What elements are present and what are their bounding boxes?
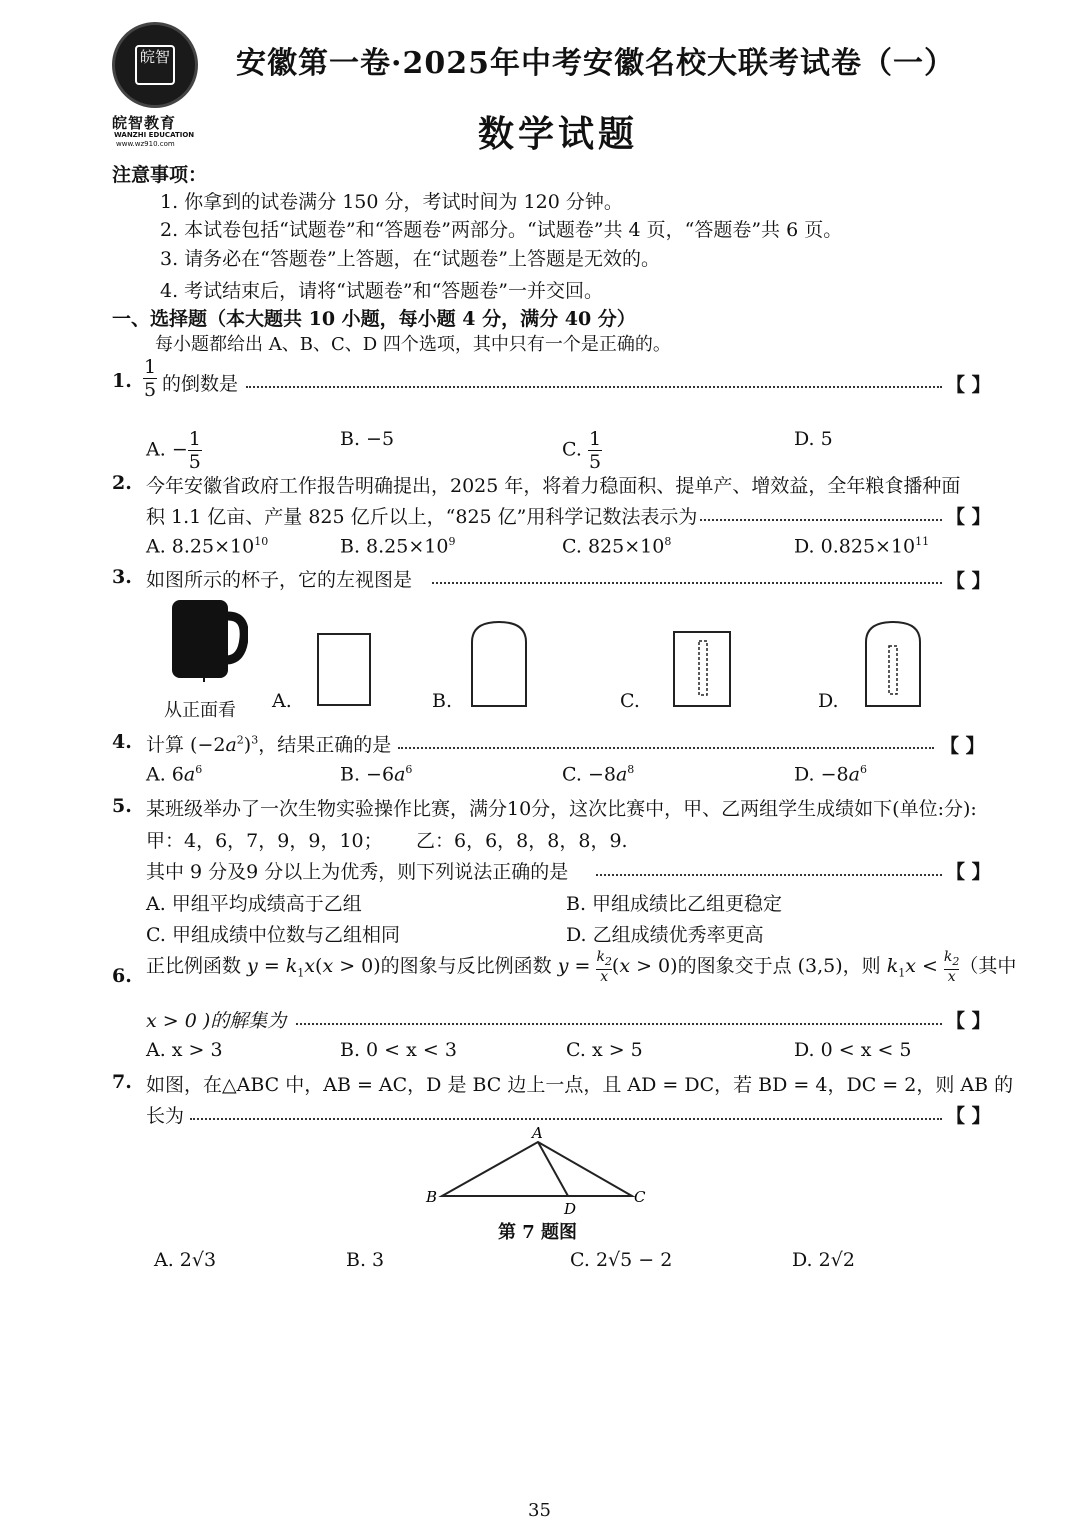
notice-heading: 注意事项： xyxy=(112,164,208,186)
q6-option-a: A. x > 3 xyxy=(146,1039,223,1061)
logo-mark: 皖智 xyxy=(135,45,175,85)
q4-text: 计算 $(-2a^2)^3$，结果正确的是 xyxy=(146,733,392,756)
q7-label-d: D xyxy=(564,1200,577,1216)
q5-answer-bracket: 【 】 xyxy=(946,861,991,883)
q1-number: 1. xyxy=(112,370,132,392)
q1-option-a: A. − $\frac{1}{5}$ xyxy=(146,428,201,473)
q7-label-c: C xyxy=(634,1188,646,1206)
q6-line1: 正比例函数 $y = k_1x(x > 0)$的图象与反比例函数 y = $\frac{k_2}{x}(x > 0)$的图象交于点 (3,5)，则 $k_1x$ < $\frac{k_2}{x}$（其中 xyxy=(146,949,1017,985)
q1-fraction: $\frac{1}{5}$ xyxy=(144,356,157,401)
q2-answer-bracket: 【 】 xyxy=(946,506,991,528)
q3-number: 3. xyxy=(112,566,132,588)
section-heading: 一、选择题（本大题共 10 小题，每小题 4 分，满分 40 分） xyxy=(112,308,636,330)
q6-option-d: D. 0 < x < 5 xyxy=(794,1039,912,1061)
q5-option-a: A. 甲组平均成绩高于乙组 xyxy=(146,893,362,915)
q7-label-a: A xyxy=(532,1124,543,1142)
logo-en: WANZHI EDUCATION xyxy=(114,131,195,139)
q4-option-b: B. $-6a^6$ xyxy=(340,763,413,786)
q1-option-d: D. 5 xyxy=(794,428,833,450)
notice-item-3: 3. 请务必在“答题卷”上答题，在“试题卷”上答题是无效的。 xyxy=(160,248,661,270)
q3-shape-a xyxy=(317,633,371,706)
q2-option-d: D. $0.825\times 10^{11}$ xyxy=(794,535,930,558)
q7-option-a: A. 2√3 xyxy=(154,1249,217,1271)
q3-option-a: A. xyxy=(272,690,292,712)
q3-shape-c xyxy=(673,631,731,707)
q4-option-d: D. $-8a^6$ xyxy=(794,763,867,786)
q3-text: 如图所示的杯子，它的左视图是 xyxy=(146,569,413,591)
q7-triangle-figure xyxy=(420,1122,660,1216)
page-title: 数学试题 xyxy=(478,113,639,155)
q3-option-b: B. xyxy=(432,690,453,712)
q5-line2a: 甲：4，6，7，9，9，10； xyxy=(146,830,383,852)
q1-text: 的倒数是 xyxy=(162,373,239,395)
q5-option-c: C. 甲组成绩中位数与乙组相同 xyxy=(146,924,400,946)
q3-answer-bracket: 【 】 xyxy=(946,570,991,592)
q7-line2: 长为 xyxy=(146,1105,185,1127)
q7-number: 7. xyxy=(112,1071,132,1093)
q1-answer-bracket: 【 】 xyxy=(946,374,991,396)
q5-line2b: 乙：6，6，8，8，8，9. xyxy=(416,830,628,852)
q3-shape-b xyxy=(470,620,528,708)
q3-option-d: D. xyxy=(818,690,839,712)
q4-answer-bracket: 【 】 xyxy=(940,735,985,757)
q2-option-c: C. $825\times 10^8$ xyxy=(562,535,672,558)
q1-option-b: B. −5 xyxy=(340,428,395,450)
cup-figure xyxy=(168,598,248,684)
q5-line1: 某班级举办了一次生物实验操作比赛，满分10分，这次比赛中，甲、乙两组学生成绩如下(单位:分): xyxy=(146,798,977,820)
q7-answer-bracket: 【 】 xyxy=(946,1105,991,1127)
q4-option-a: A. $6a^6$ xyxy=(146,763,203,786)
q2-option-a: A. $8.25\times 10^{10}$ xyxy=(146,535,269,558)
q1-option-c: C. $\frac{1}{5}$ xyxy=(562,428,602,473)
q6-line2: x > 0 )的解集为 xyxy=(146,1010,287,1032)
section-desc: 每小题都给出 A、B、C、D 四个选项，其中只有一个是正确的。 xyxy=(155,334,671,355)
q2-number: 2. xyxy=(112,472,132,494)
q5-option-d: D. 乙组成绩优秀率更高 xyxy=(566,924,764,946)
q7-option-d: D. 2√2 xyxy=(792,1249,855,1271)
q7-caption: 第 7 题图 xyxy=(498,1222,578,1243)
logo-url: www.wz910.com xyxy=(116,140,175,148)
q5-number: 5. xyxy=(112,795,132,817)
q5-option-b: B. 甲组成绩比乙组更稳定 xyxy=(566,893,783,915)
notice-item-4: 4. 考试结束后，请将“试题卷”和“答题卷”一并交回。 xyxy=(160,280,604,302)
q3-caption: 从正面看 xyxy=(164,700,236,721)
q5-line3: 其中 9 分及9 分以上为优秀，则下列说法正确的是 xyxy=(146,861,569,883)
q2-option-b: B. $8.25\times 10^9$ xyxy=(340,535,456,558)
q6-option-b: B. 0 < x < 3 xyxy=(340,1039,457,1061)
q2-line2: 积 1.1 亿亩、产量 825 亿斤以上，“825 亿”用科学记数法表示为 xyxy=(146,506,698,528)
logo-seal xyxy=(112,22,198,108)
q6-option-c: C. x > 5 xyxy=(566,1039,643,1061)
q7-line1: 如图，在△ABC 中，AB = AC，D 是 BC 边上一点，且 AD = DC，若 BD = 4，DC = 2，则 AB 的 xyxy=(146,1074,1014,1096)
notice-item-2: 2. 本试卷包括“试题卷”和“答题卷”两部分。“试题卷”共 4 页，“答题卷”共 6 页。 xyxy=(160,219,843,241)
q7-label-b: B xyxy=(426,1188,438,1206)
q4-option-c: C. $-8a^8$ xyxy=(562,763,635,786)
q7-option-c: C. 2√5 − 2 xyxy=(570,1249,673,1271)
q3-shape-d xyxy=(864,620,922,708)
notice-item-1: 1. 你拿到的试卷满分 150 分，考试时间为 120 分钟。 xyxy=(160,191,623,213)
q2-line1: 今年安徽省政府工作报告明确提出，2025 年，将着力稳面积、提单产、增效益，全年粮食播种面 xyxy=(146,475,961,497)
q6-number: 6. xyxy=(112,965,132,987)
q6-answer-bracket: 【 】 xyxy=(946,1010,991,1032)
logo-name: 皖智教育 xyxy=(112,114,177,132)
q3-option-c: C. xyxy=(620,690,640,712)
q7-option-b: B. 3 xyxy=(346,1249,385,1271)
page-number: 35 xyxy=(528,1500,551,1521)
q4-number: 4. xyxy=(112,731,132,753)
exam-title: 安徽第一卷·2025年中考安徽名校大联考试卷（一） xyxy=(236,46,955,81)
